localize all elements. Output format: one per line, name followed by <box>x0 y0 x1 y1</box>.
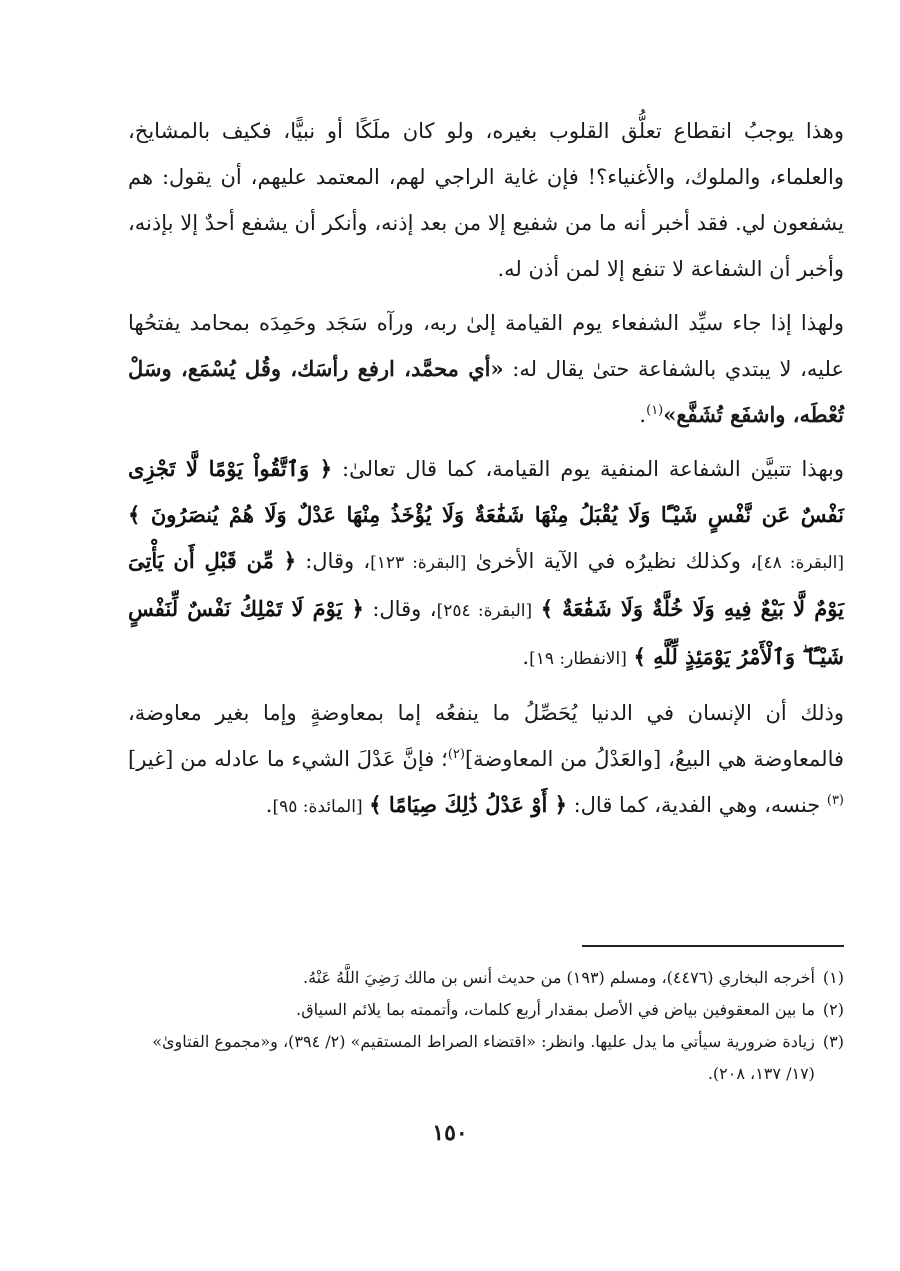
footnote-number: (٢) <box>822 1000 844 1019</box>
footnote-3 <box>128 1026 844 1090</box>
quran-verse-2: ﴿ مِّن قَبْلِ أَن يَأْتِىَ يَوْمٌ لَّا بَيْعٌ فِيهِ وَلَا خُلَّةٌ وَلَا شَفَٰعَةٌ ﴾ <box>128 548 844 621</box>
footnote-2 <box>128 994 844 1026</box>
footnote-number: (١) <box>822 968 844 987</box>
hadith-quote: «أي محمَّد، ارفع رأسَك، وقُل يُسْمَع، وسَلْ تُعْطَه، واشفَع تُشَفَّع» <box>128 356 844 427</box>
footnote-text: ما بين المعقوفين بياض في الأصل بمقدار أربع كلمات، وأتممته بما يلائم السياق. <box>296 1000 815 1019</box>
paragraph-3 <box>128 446 844 682</box>
verse-ref-1: [البقرة: ٤٨] <box>756 553 845 573</box>
footnote-ref-3[interactable]: (٣) <box>826 793 844 808</box>
paragraph-4-a: وذلك أن الإنسان في الدنيا يُحَصِّلُ ما ينفعُه إما بمعاوضةٍ وإما بغير معاوضة، فالمعاوضة هي البيعُ، [والعَدْلُ من المعاوضة] <box>128 701 845 771</box>
paragraph-3-mid-2: ، وقال: <box>296 549 371 573</box>
paragraph-2: ولهذا إذا جاء سيِّد الشفعاء يوم القيامة إلىٰ ربه، ورآه سَجَد وحَمِدَه بمحامد يفتحُها عليه، لا يبتدي بالشفاعة حتىٰ يقال له: «أي محمَّد، ارفع رأسَك، وقُل يُسْمَع، وسَلْ تُعْطَه، واشفَع تُشَفَّع»$^{(١)}$. <box>128 311 844 427</box>
footnote-text: زيادة ضرورية سيأتي ما يدل عليها. وانظر: «اقتضاء الصراط المستقيم» (٢/ ٣٩٤)، و«مجموع الفتاوىٰ» (١٧/ ١٣٧، ٢٠٨). <box>152 1032 815 1083</box>
verse-ref-5: [المائدة: ٩٥] <box>272 797 363 817</box>
paragraph-3-end: . <box>522 645 530 669</box>
paragraph-3-mid-1: ، وكذلك نظيرُه في الآية الأخرىٰ <box>466 549 757 573</box>
footnote-number: (٣) <box>822 1032 844 1051</box>
paragraph-1: وهذا يوجبُ انقطاع تعلُّق القلوب بغيره، ولو كان ملَكًا أو نبيًّا، فكيف بالمشايخ، والعلماء، والملوك، والأغنياء؟! فإن غاية الراجي لهم، المعتمد عليهم، أن يقول: هم يشفعون لي. فقد أخبر أنه ما من شفيع إلا من بعد إذنه، وأنكر أن يشفع أحدٌ إلا بإذنه، وأخبر أن الشفاعة لا تنفع إلا لمن أذن له. <box>128 119 844 281</box>
paragraph-4-c: جنسه، وهي الفدية، كما قال: <box>566 793 827 817</box>
quran-verse-1: ﴿ وَٱتَّقُواْ يَوْمًا لَّا تَجْزِى نَفْسٌ عَن نَّفْسٍ شَيْـًٔا وَلَا يُقْبَلُ مِنْهَا شَفَٰعَةٌ وَلَا يُؤْخَذُ مِنْهَا عَدْلٌ وَلَا هُمْ يُنصَرُونَ ﴾ <box>128 456 844 527</box>
main-text <box>128 108 844 838</box>
footnote-text: أخرجه البخاري (٤٤٧٦)، ومسلم (١٩٣) من حديث أنس بن مالك رَضِيَ اللَّهُ عَنْهُ. <box>303 968 815 987</box>
quran-verse-3: ﴿ يَوْمَ لَا تَمْلِكُ نَفْسٌ لِّنَفْسٍ شَيْـًٔا ۖ وَٱلْأَمْرُ يَوْمَئِذٍ لِّلَّهِ ﴾ <box>128 596 844 669</box>
footnote-ref-1[interactable]: (١) <box>646 403 664 418</box>
paragraph-4-b: ؛ فإنَّ عَدْلَ الشيء ما عادله من [غير] <box>128 747 448 771</box>
footnote-ref-2[interactable]: (٢) <box>447 747 465 762</box>
quran-verse-4: ﴿ أَوْ عَدْلُ ذَٰلِكَ صِيَامًا ﴾ <box>369 792 567 817</box>
paragraph-4-end: . <box>265 793 273 817</box>
verse-ref-4: [الانفطار: ١٩] <box>529 649 627 669</box>
paragraph-3-mid-3: ، وقال: <box>363 597 437 621</box>
page-number: ١٥٠ <box>432 1120 468 1146</box>
paragraph-2-text: ولهذا إذا جاء سيِّد الشفعاء يوم القيامة إلىٰ ربه، ورآه سَجَد وحَمِدَه بمحامد يفتحُها عليه، لا يبتدي بالشفاعة حتىٰ يقال له: <box>128 311 844 381</box>
verse-ref-3: [البقرة: ٢٥٤] <box>436 601 533 621</box>
footnote-1 <box>128 962 844 994</box>
footnote-divider <box>582 945 844 947</box>
paragraph-3-intro: وبهذا تتبيَّن الشفاعة المنفية يوم القيامة، كما قال تعالىٰ: <box>332 457 844 481</box>
footnotes <box>128 962 844 1090</box>
paragraph-4 <box>128 690 844 830</box>
verse-ref-2: [البقرة: ١٢٣] <box>370 553 467 573</box>
